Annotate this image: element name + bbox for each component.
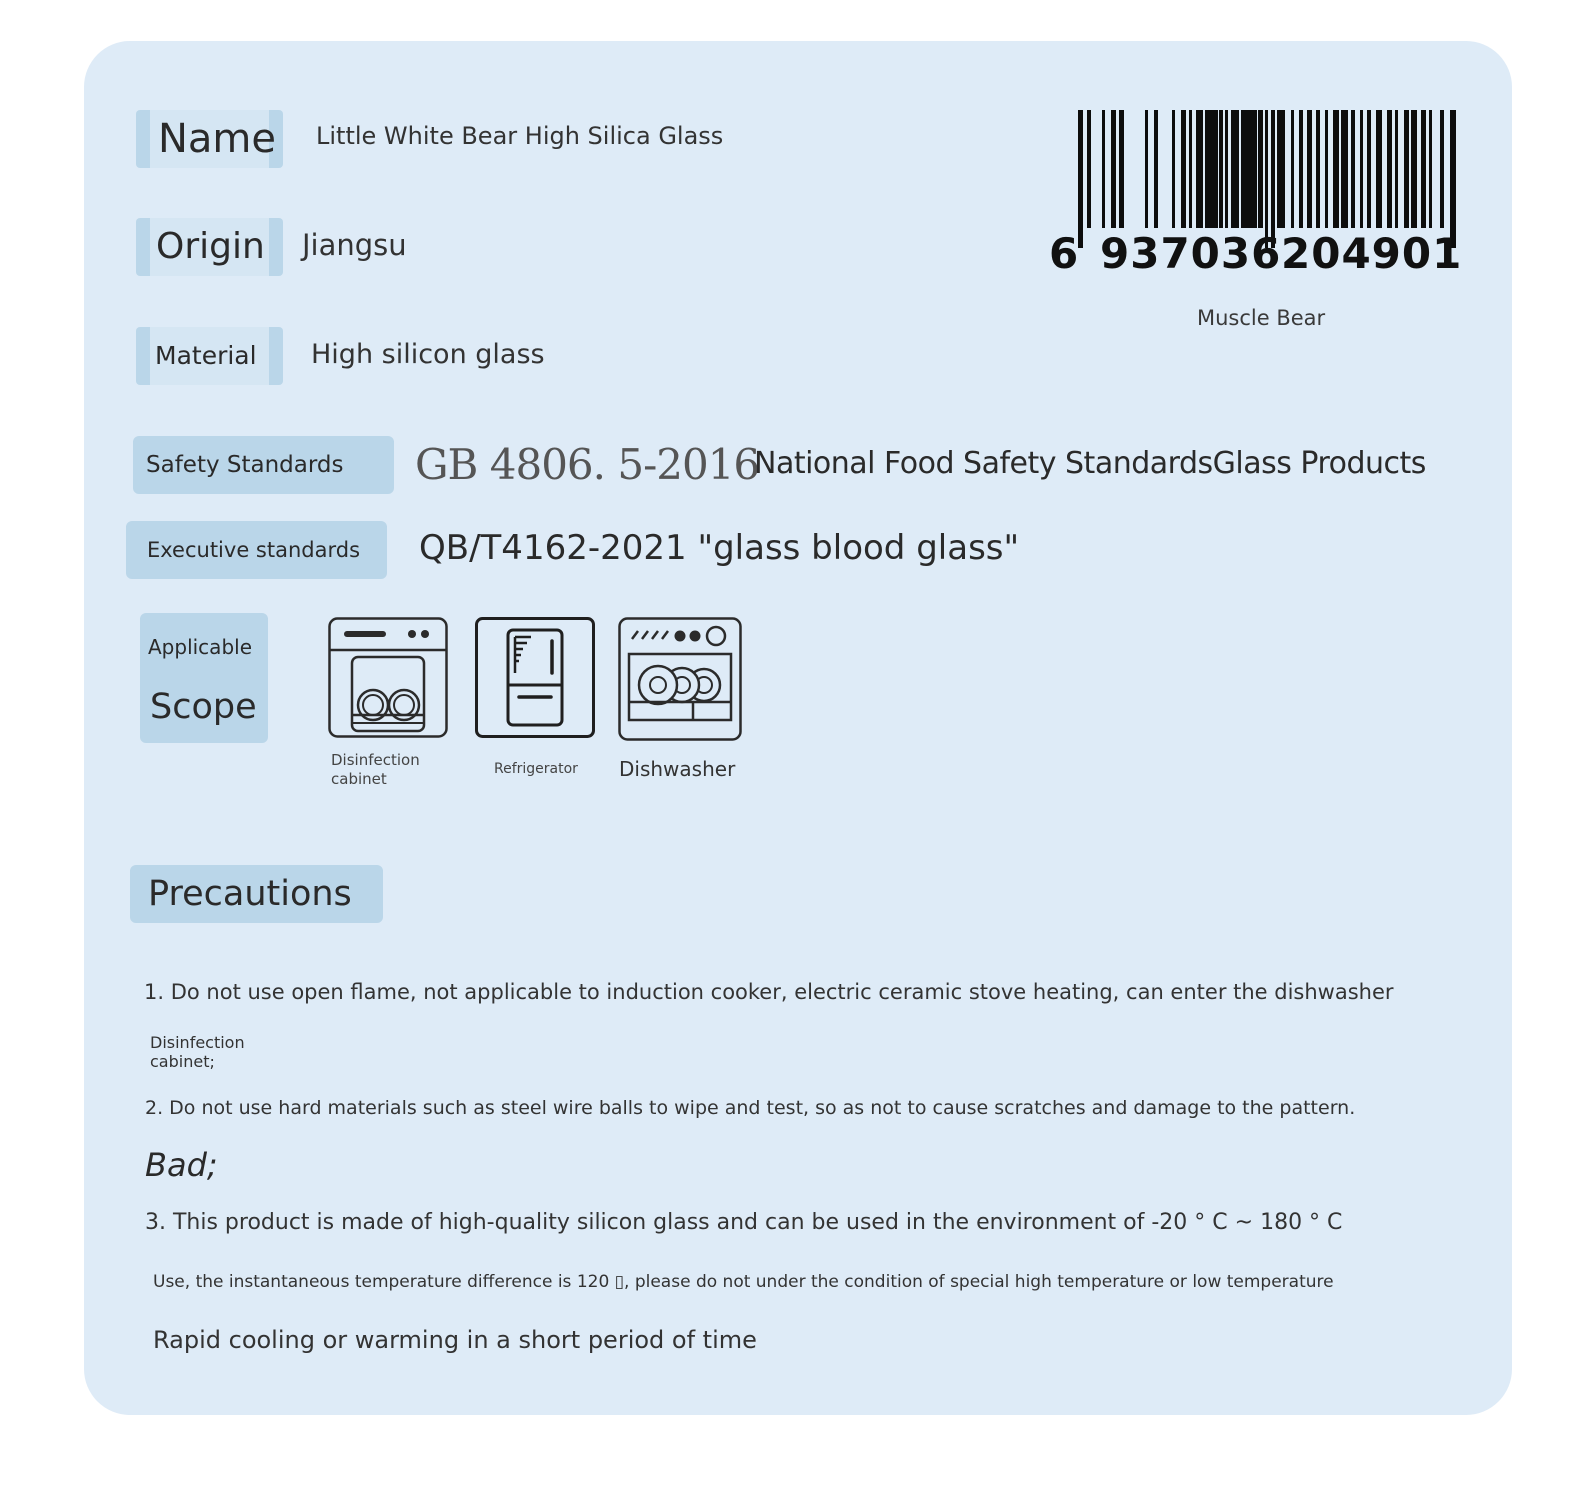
precautions-title: Precautions bbox=[148, 874, 352, 914]
barcode-digit-first: 6 bbox=[1049, 229, 1079, 278]
precaution-3: 3. This product is made of high-quality silicon glass and can be used in the environment of -20 ° C ~ 180 ° C bbox=[145, 1210, 1343, 1235]
barcode-bar bbox=[1429, 110, 1432, 228]
barcode-bar bbox=[1087, 110, 1091, 228]
precaution-1: 1. Do not use open flame, not applicable to induction cooker, electric ceramic stove heating, can enter the dishwasher bbox=[144, 980, 1394, 1004]
barcode-bar bbox=[1225, 110, 1228, 228]
refrigerator-icon bbox=[475, 617, 595, 743]
scope-label-tag bbox=[140, 613, 268, 743]
barcode-bar bbox=[1341, 110, 1348, 228]
barcode-bar bbox=[1325, 110, 1328, 228]
barcode-bar bbox=[1277, 110, 1285, 228]
material-value: High silicon glass bbox=[311, 339, 545, 370]
origin-value: Jiangsu bbox=[302, 228, 407, 262]
barcode-bar bbox=[1307, 110, 1312, 228]
barcode-bar bbox=[1360, 110, 1363, 228]
barcode-bar bbox=[1265, 110, 1268, 248]
scope-item-disinfection-line1: Disinfection bbox=[331, 751, 420, 769]
brand-name: Muscle Bear bbox=[1197, 306, 1326, 330]
precaution-1-sub bbox=[150, 1033, 245, 1071]
barcode-bar bbox=[1078, 110, 1083, 248]
barcode-bar bbox=[1387, 110, 1392, 228]
barcode-bar bbox=[1351, 110, 1355, 228]
barcode-bar bbox=[1119, 110, 1124, 228]
origin-label-tag bbox=[136, 218, 283, 276]
barcode-bar bbox=[1189, 110, 1192, 228]
barcode-bar bbox=[1154, 110, 1158, 228]
barcode-bar bbox=[1450, 110, 1456, 248]
scope-label-top: Applicable bbox=[148, 635, 252, 659]
barcode-bar bbox=[1102, 110, 1105, 228]
barcode-bar bbox=[1291, 110, 1294, 228]
safety-label: Safety Standards bbox=[146, 452, 344, 478]
barcode-bar bbox=[1299, 110, 1303, 228]
executive-value: QB/T4162-2021 "glass blood glass" bbox=[419, 528, 1020, 568]
scope-item-dishwasher-label: Dishwasher bbox=[619, 757, 736, 781]
disinfection-cabinet-icon bbox=[328, 617, 448, 743]
barcode-bar bbox=[1367, 110, 1371, 228]
precaution-2: 2. Do not use hard materials such as steel wire balls to wipe and test, so as not to cause scratches and damage to the pattern. bbox=[145, 1097, 1356, 1119]
barcode-bar bbox=[1181, 110, 1186, 228]
barcode-bar bbox=[1440, 110, 1444, 228]
name-label: Name bbox=[158, 116, 277, 162]
precautions-title-tag bbox=[130, 865, 383, 923]
material-label-tag bbox=[136, 327, 283, 385]
safety-code: GB 4806. 5-2016 bbox=[415, 440, 760, 489]
safety-value: National Food Safety StandardsGlass Products bbox=[754, 446, 1426, 481]
barcode-bar bbox=[1205, 110, 1218, 228]
precaution-2-sub: Bad; bbox=[145, 1146, 218, 1184]
barcode bbox=[1045, 108, 1465, 280]
barcode-bar bbox=[1231, 110, 1239, 228]
name-label-tag bbox=[136, 110, 283, 168]
barcode-digits-last: 204901 bbox=[1281, 229, 1463, 278]
scope-item-disinfection-line2: cabinet bbox=[331, 770, 387, 788]
barcode-bar bbox=[1421, 110, 1426, 228]
barcode-bar bbox=[1219, 110, 1223, 228]
barcode-bar bbox=[1404, 110, 1409, 228]
executive-label: Executive standards bbox=[147, 538, 361, 562]
scope-item-disinfection-label bbox=[331, 751, 420, 789]
barcode-bar bbox=[1145, 110, 1148, 228]
barcode-bar bbox=[1411, 110, 1417, 228]
origin-label: Origin bbox=[156, 226, 265, 267]
scope-label-bottom: Scope bbox=[150, 687, 257, 727]
barcode-bar bbox=[1258, 110, 1263, 228]
barcode-bar bbox=[1333, 110, 1339, 228]
precaution-3-sub2: Rapid cooling or warming in a short period of time bbox=[153, 1326, 757, 1354]
precaution-1-sub-line1: Disinfection bbox=[150, 1033, 245, 1052]
barcode-bar bbox=[1395, 110, 1398, 228]
scope-item-refrigerator-label: Refrigerator bbox=[494, 761, 578, 777]
dishwasher-icon bbox=[618, 617, 742, 745]
barcode-bar bbox=[1241, 110, 1257, 228]
precaution-3-sub1: Use, the instantaneous temperature difference is 120 ▯, please do not under the condition of special high temperature or low temperature bbox=[153, 1272, 1334, 1292]
material-label: Material bbox=[155, 341, 257, 370]
barcode-bar bbox=[1196, 110, 1203, 228]
barcode-digits-mid: 937036 bbox=[1100, 229, 1282, 278]
name-value: Little White Bear High Silica Glass bbox=[316, 122, 724, 150]
safety-label-tag bbox=[133, 436, 394, 494]
precaution-1-sub-line2: cabinet; bbox=[150, 1052, 215, 1071]
barcode-bar bbox=[1172, 110, 1175, 228]
executive-label-tag bbox=[126, 521, 387, 579]
barcode-bar bbox=[1316, 110, 1320, 228]
barcode-bar bbox=[1376, 110, 1382, 228]
barcode-bar bbox=[1271, 110, 1275, 248]
barcode-bar bbox=[1111, 110, 1116, 228]
